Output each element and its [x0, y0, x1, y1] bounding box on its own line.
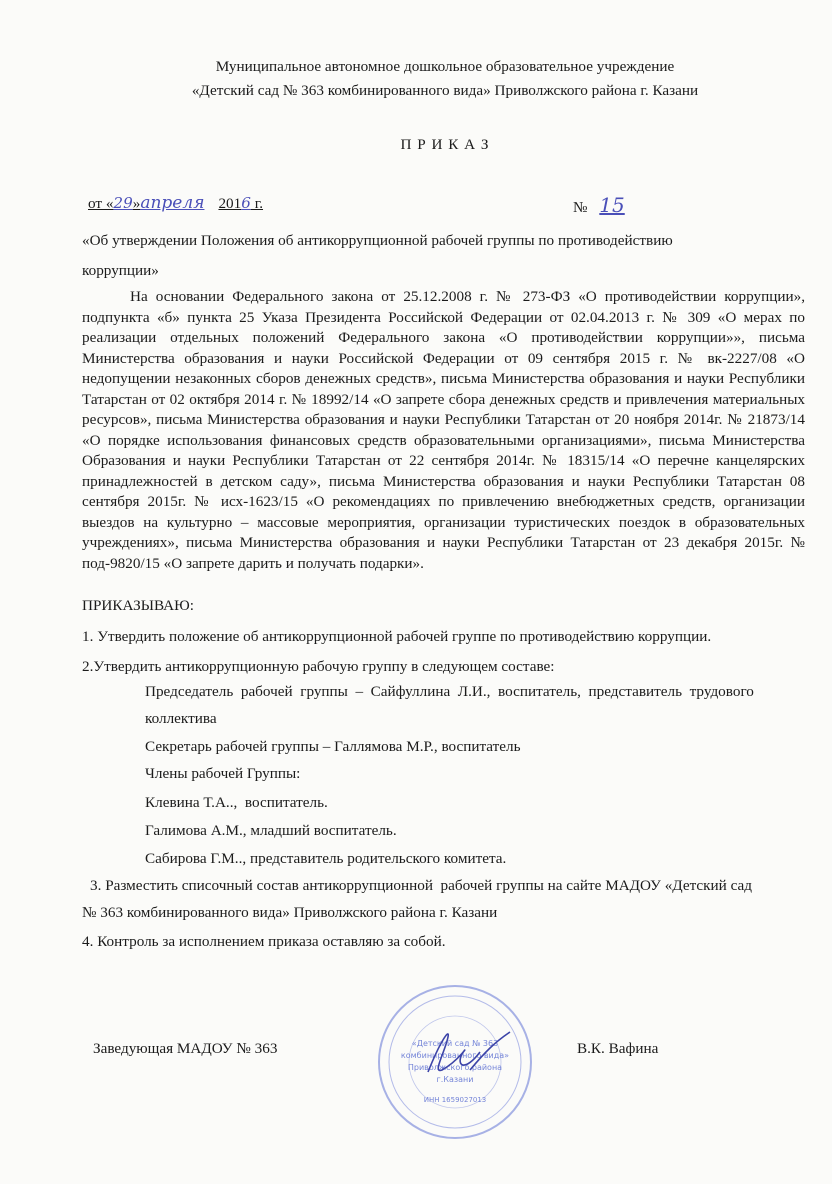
svg-text:Приволжского района: Приволжского района — [407, 1063, 503, 1072]
order-word: ПРИКАЗЫВАЮ: — [82, 597, 194, 614]
org-name-line2: «Детский сад № 363 комбинированного вида» Приволжского района г. Казани — [191, 82, 699, 99]
chair-line1: Председатель рабочей группы – Сайфуллина Л.И., воспитатель, представитель трудового — [145, 683, 754, 700]
signature-position: Заведующая МАДОУ № 363 — [93, 1040, 278, 1057]
date-day: 29 — [113, 194, 133, 212]
order-title-line1: «Об утверждении Положения об антикоррупционной рабочей группы по противодействию — [82, 232, 673, 249]
svg-text:комбинированного вида»: комбинированного вида» — [400, 1051, 510, 1060]
chair-line2: коллектива — [145, 710, 217, 727]
member-3: Сабирова Г.М.., представитель родительского комитета. — [145, 850, 507, 867]
number-value: 15 — [599, 193, 625, 217]
signature-name: В.К. Вафина — [577, 1040, 659, 1057]
date-month: апреля — [140, 193, 205, 213]
item-2: 2.Утвердить антикоррупционную рабочую группу в следующем составе: — [82, 658, 555, 675]
svg-text:г.Казани: г.Казани — [436, 1075, 474, 1084]
date-suffix: г. — [250, 195, 264, 212]
date-year-prefix: 201 — [218, 195, 242, 212]
date-year-digit: 6 — [241, 194, 251, 212]
member-2: Галимова А.М., младший воспитатель. — [145, 822, 397, 839]
date-prefix: от « — [88, 195, 114, 212]
item-4: 4. Контроль за исполнением приказа оставляю за собой. — [82, 933, 446, 950]
secretary: Секретарь рабочей группы – Галлямова М.Р., воспитатель — [145, 738, 521, 755]
members-label: Члены рабочей Группы: — [145, 765, 301, 782]
order-number — [573, 193, 633, 217]
item-1: 1. Утвердить положение об антикоррупционной рабочей группе по противодействию коррупции. — [82, 628, 712, 645]
svg-text:«Детский сад № 363: «Детский сад № 363 — [411, 1039, 499, 1048]
date-close: » — [132, 195, 141, 212]
org-name-line1: Муниципальное автономное дошкольное образовательное учреждение — [215, 58, 675, 75]
official-stamp — [370, 982, 540, 1142]
item-3-line1: 3. Разместить списочный состав антикоррупционной рабочей группы на сайте МАДОУ «Детский сад — [90, 877, 752, 894]
preamble-text: На основании Федерального закона от 25.12.2008 г. № 273-ФЗ «О противодействии коррупции», подпункта «б» пункта 25 Указа Президента Российской Федерации от 02.04.2013 г. № 309 «О мерах по реализации отдельных положений Федерального закона «О противодействии коррупции»», письма Министерства образования и науки Российской Федерации от 09 сентября 2015 г. № вк-2227/08 «О недопущении незаконных сборов денежных средств», письма Министерства образования и науки Республики Татарстан от 02 октября 2014 г. № 18992/14 «О запрете сбора денежных средств и привлечения материальных ресурсов», письма Министерства образования и науки Республики Татарстан от 20 ноября 2014г. № 21873/14 «О порядке использования финансовых средств образовательными организациями», письма Министерства Образования и науки Республики Татарстан от 22 сентября 2014г. № 18315/14 «О перечне канцелярских принадлежностей в детском саду», письма Министерства образования и науки Республики Татарстан 08 сентября 2015г. № исх-1623/15 «О рекомендациях по привлечению внебюджетных средств, организации выездов на культурно – массовые мероприятия, организации туристических поездок в образовательных учреждениях», письма Министерства образования и науки Республики Татарстан от 23 декабря 2015г. № под-9820/15 «О запрете дарить и получать подарки». — [82, 288, 805, 572]
number-label: № — [573, 199, 588, 216]
preamble — [82, 287, 805, 574]
svg-text:ИНН 1659027013: ИНН 1659027013 — [423, 1096, 487, 1104]
member-1: Клевина Т.А.., воспитатель. — [145, 794, 328, 811]
document-type: П Р И К А З — [400, 136, 490, 153]
order-date — [88, 193, 263, 213]
order-title-line2: коррупции» — [82, 262, 159, 279]
item-3-line2: № 363 комбинированного вида» Приволжского района г. Казани — [82, 904, 498, 921]
